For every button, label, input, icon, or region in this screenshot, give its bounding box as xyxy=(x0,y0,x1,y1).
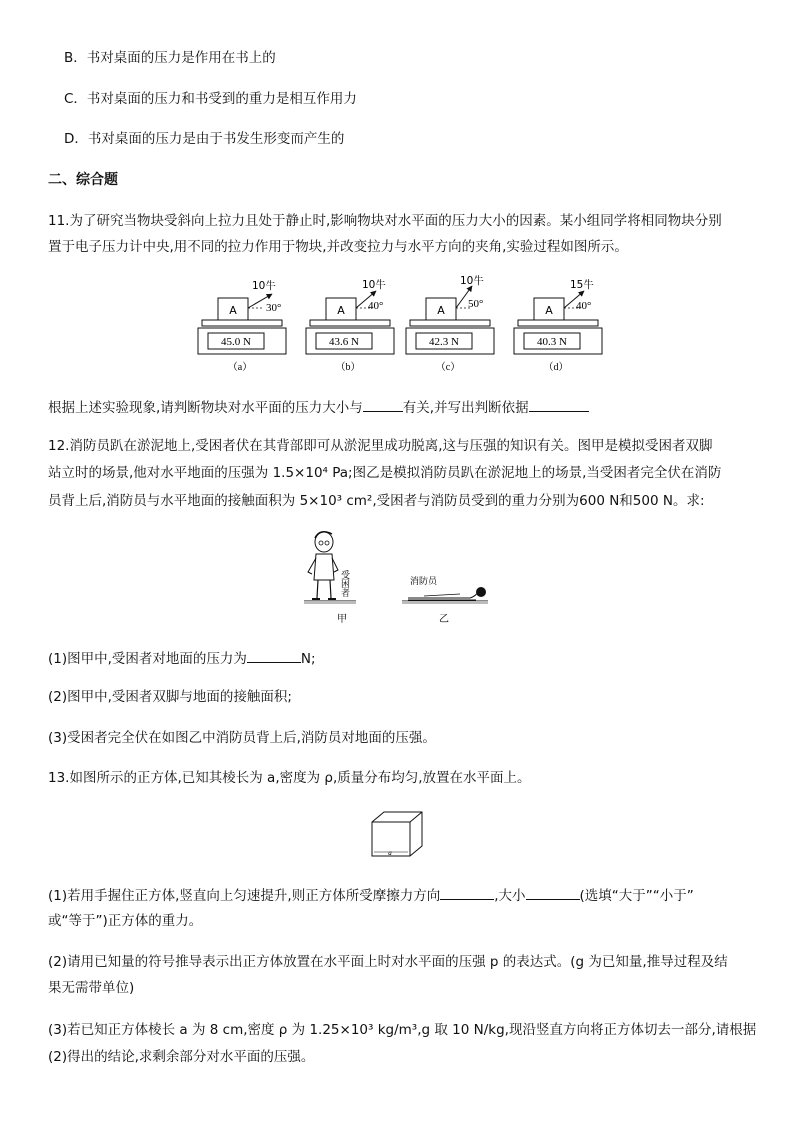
firefighter-label: 消防员 xyxy=(410,577,438,587)
scale-reading: 45.0 N xyxy=(221,336,251,348)
q13-sub1-part2: ,大小 xyxy=(494,888,526,904)
scale-reading: 40.3 N xyxy=(537,336,567,348)
q12-sub1-part2: N; xyxy=(300,651,316,667)
q13-cube-figure xyxy=(368,808,428,860)
q13-sub1-line1 xyxy=(48,885,694,905)
q12-sub1-part1: (1)图甲中,受困者对地面的压力为 xyxy=(48,651,247,667)
q12-text-line3: 员背上后,消防员与水平地面的接触面积为 5×10³ cm²,受困者与消防员受到的重力分别为600 N和500 N。求: xyxy=(48,493,705,509)
caption-jia: 甲 xyxy=(337,614,347,625)
q13-text-line1: 13.如图所示的正方体,已知其棱长为 a,密度为 ρ,质量分布均匀,放置在水平面上。 xyxy=(48,770,531,786)
panel-caption: （b） xyxy=(335,362,361,373)
q11-conclusion-part1: 根据上述实验现象,请判断物块对水平面的压力大小与 xyxy=(48,400,363,416)
q11-panel-b xyxy=(306,278,394,373)
force-label: 15牛 xyxy=(570,279,594,291)
q11-text-line1: 11.为了研究当物块受斜向上拉力且处于静止时,影响物块对水平面的压力大小的因素。某小组同学将相同物块分别 xyxy=(48,213,722,229)
scale-reading: 42.3 N xyxy=(429,336,459,348)
ground-hatch-jia xyxy=(304,601,356,604)
q11-blank-1[interactable] xyxy=(363,397,403,412)
block-label: A xyxy=(437,304,445,317)
section-title: 二、综合题 xyxy=(48,172,118,188)
q12-sub1 xyxy=(48,648,316,668)
q13-sub2-line2: 果无需带单位) xyxy=(48,980,135,996)
firefighter-illustration xyxy=(408,587,486,600)
angle-label: 40° xyxy=(576,300,592,312)
angle-label: 40° xyxy=(368,300,384,312)
scale-reading: 43.6 N xyxy=(329,336,359,348)
force-label: 10牛 xyxy=(362,279,386,291)
block-label: A xyxy=(337,304,345,317)
victim-label: 受困者 xyxy=(339,570,349,597)
force-label: 10牛 xyxy=(252,280,276,292)
panel-caption: （d） xyxy=(543,362,569,373)
edge-label: a xyxy=(388,849,392,857)
q12-sub3: (3)受困者完全伏在如图乙中消防员背上后,消防员对地面的压强。 xyxy=(48,730,436,746)
block-label: A xyxy=(229,304,237,317)
scale-plate xyxy=(518,320,598,326)
q12-blank-1[interactable] xyxy=(247,648,301,663)
q13-sub2-line1: (2)请用已知量的符号推导表示出正方体放置在水平面上时对水平面的压强 p 的表达式。(g 为已知量,推导过程及结 xyxy=(48,954,728,970)
q13-blank-2[interactable] xyxy=(526,885,580,900)
force-label: 10牛 xyxy=(460,275,484,287)
caption-yi: 乙 xyxy=(439,614,449,625)
scale-plate xyxy=(202,320,282,326)
q13-sub1-part1: (1)若用手握住正方体,竖直向上匀速提升,则正方体所受摩擦力方向 xyxy=(48,888,441,904)
option-c: C．书对桌面的压力和书受到的重力是相互作用力 xyxy=(64,91,357,107)
ground-hatch-yi xyxy=(402,601,488,604)
scale-plate xyxy=(410,320,490,326)
angle-label: 30° xyxy=(266,302,282,314)
panel-caption: （a） xyxy=(227,362,253,373)
option-b: B．书对桌面的压力是作用在书上的 xyxy=(64,50,276,66)
q11-text-line2: 置于电子压力计中央,用不同的拉力作用于物块,并改变拉力与水平方向的夹角,实验过程如图所示。 xyxy=(48,239,628,255)
option-d: D．书对桌面的压力是由于书发生形变而产生的 xyxy=(64,131,345,147)
q12-sub2: (2)图甲中,受困者双脚与地面的接触面积; xyxy=(48,689,292,705)
victim-illustration xyxy=(308,532,338,599)
q13-sub1-part3: (选填“大于”“小于” xyxy=(579,888,694,904)
q13-sub3-line2: (2)得出的结论,求剩余部分对水平面的压强。 xyxy=(48,1049,315,1065)
angle-label: 50° xyxy=(468,298,484,310)
q13-sub1-line2: 或“等于”)正方体的重力。 xyxy=(48,913,203,929)
scale-plate xyxy=(310,320,390,326)
q11-panel-c xyxy=(406,274,494,373)
q12-text-line2: 站立时的场景,他对水平地面的压强为 1.5×10⁴ Pa;图乙是模拟消防员趴在淤泥地上的场景,当受困者完全伏在消防 xyxy=(48,465,722,481)
q11-blank-2[interactable] xyxy=(529,397,589,412)
q11-conclusion xyxy=(48,397,589,417)
q11-conclusion-part2: 有关,并写出判断依据 xyxy=(402,400,529,416)
q11-experiment-figure xyxy=(190,274,610,378)
panel-caption: （c） xyxy=(435,362,461,373)
block-label: A xyxy=(545,304,553,317)
q11-panel-d xyxy=(514,278,602,373)
q13-sub3-line1: (3)若已知正方体棱长 a 为 8 cm,密度 ρ 为 1.25×10³ kg/m³,g 取 10 N/kg,现沿竖直方向将正方体切去一部分,请根据 xyxy=(48,1022,757,1038)
q13-blank-1[interactable] xyxy=(440,885,494,900)
q11-panel-a xyxy=(198,279,286,373)
q12-figure xyxy=(300,528,496,626)
q12-text-line1: 12.消防员趴在淤泥地上,受困者伏在其背部即可从淤泥里成功脱离,这与压强的知识有关。图甲是模拟受困者双脚 xyxy=(48,438,713,454)
